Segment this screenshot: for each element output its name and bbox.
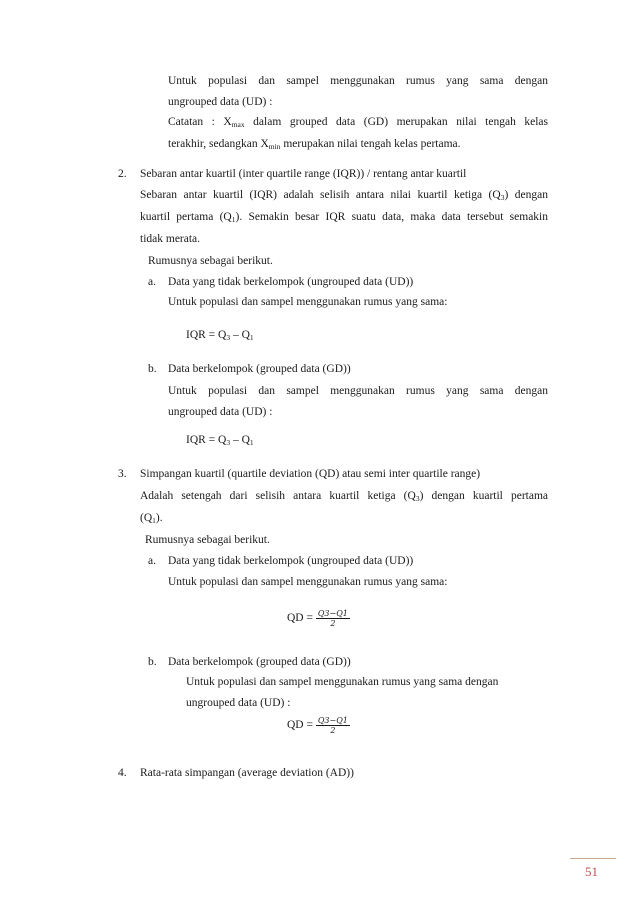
section-3-para-line-1: Adalah setengah dari selisih antara kuartil ketiga $(Q_3)$ dengan kuartil pertama: [140, 490, 548, 503]
section-3-a-formula: QD = $\frac{Q3-Q1}{2}$: [287, 608, 348, 628]
section-4-title: Rata-rata simpangan (average deviation (AD)): [140, 767, 354, 779]
section-3-b-text-2: ungrouped data (UD) :: [186, 697, 291, 709]
section-3-rumus: Rumusnya sebagai berikut.: [145, 534, 270, 546]
section-2-a-label: a.: [148, 276, 156, 288]
section-3-a-text: Untuk populasi dan sampel menggunakan rumus yang sama:: [168, 576, 448, 588]
section-3-b-formula: QD = $\frac{Q3-Q1}{2}$: [287, 715, 348, 735]
note-line-1: Catatan : $X_{max}$ dalam grouped data (GD) merupakan nilai tengah kelas: [168, 116, 549, 129]
section-2-para-line-3: tidak merata.: [140, 233, 201, 245]
section-2-rumus: Rumusnya sebagai berikut.: [148, 255, 273, 267]
note-line-2: terakhir, sedangkan $X_{min}$ merupakan nilai tengah kelas pertama.: [168, 138, 461, 151]
section-3-number: 3.: [118, 468, 127, 480]
section-2-b-text-2: ungrouped data (UD) :: [168, 406, 273, 418]
section-2-a-title: Data yang tidak berkelompok (ungrouped data (UD)): [168, 276, 414, 288]
fraction: $\frac{Q3-Q1}{2}$: [317, 608, 348, 628]
section-2-b-formula: IQR = $Q_3 - Q_1$: [186, 434, 254, 447]
section-3-b-text-1: Untuk populasi dan sampel menggunakan rumus yang sama dengan: [186, 676, 499, 688]
section-2-title: Sebaran antar kuartil (inter quartile range (IQR)) / rentang antar kuartil: [140, 168, 467, 180]
section-4-number: 4.: [118, 767, 127, 779]
intro-line-1: Untuk populasi dan sampel menggunakan rumus yang sama dengan: [168, 75, 548, 87]
section-3-title: Simpangan kuartil (quartile deviation (QD) atau semi inter quartile range): [140, 468, 481, 480]
section-2-number: 2.: [118, 168, 127, 180]
section-2-para-line-1: Sebaran antar kuartil (IQR) adalah selisih antara nilai kuartil ketiga $(Q_3)$ dengan: [140, 189, 548, 202]
section-3-a-title: Data yang tidak berkelompok (ungrouped data (UD)): [168, 555, 414, 567]
section-2-a-text: Untuk populasi dan sampel menggunakan rumus yang sama:: [168, 296, 448, 308]
section-2-b-text-1: Untuk populasi dan sampel menggunakan rumus yang sama dengan: [168, 385, 548, 397]
section-3-b-label: b.: [148, 656, 157, 668]
section-2-a-formula: IQR = $Q_3 - Q_1$: [186, 329, 254, 342]
section-3-a-label: a.: [148, 555, 156, 567]
section-2-b-title: Data berkelompok (grouped data (GD)): [168, 363, 351, 375]
fraction: $\frac{Q3-Q1}{2}$: [317, 715, 348, 735]
intro-line-2: ungrouped data (UD) :: [168, 96, 273, 108]
page-number: 51: [585, 864, 598, 879]
page-number-rule: [570, 858, 616, 859]
section-2-para-line-2: kuartil pertama $(Q_1)$. Semakin besar IQR suatu data, maka data tersebut semakin: [140, 211, 549, 224]
section-3-b-title: Data berkelompok (grouped data (GD)): [168, 656, 351, 668]
section-2-b-label: b.: [148, 363, 157, 375]
section-3-para-line-2: $(Q_1)$.: [140, 512, 163, 525]
